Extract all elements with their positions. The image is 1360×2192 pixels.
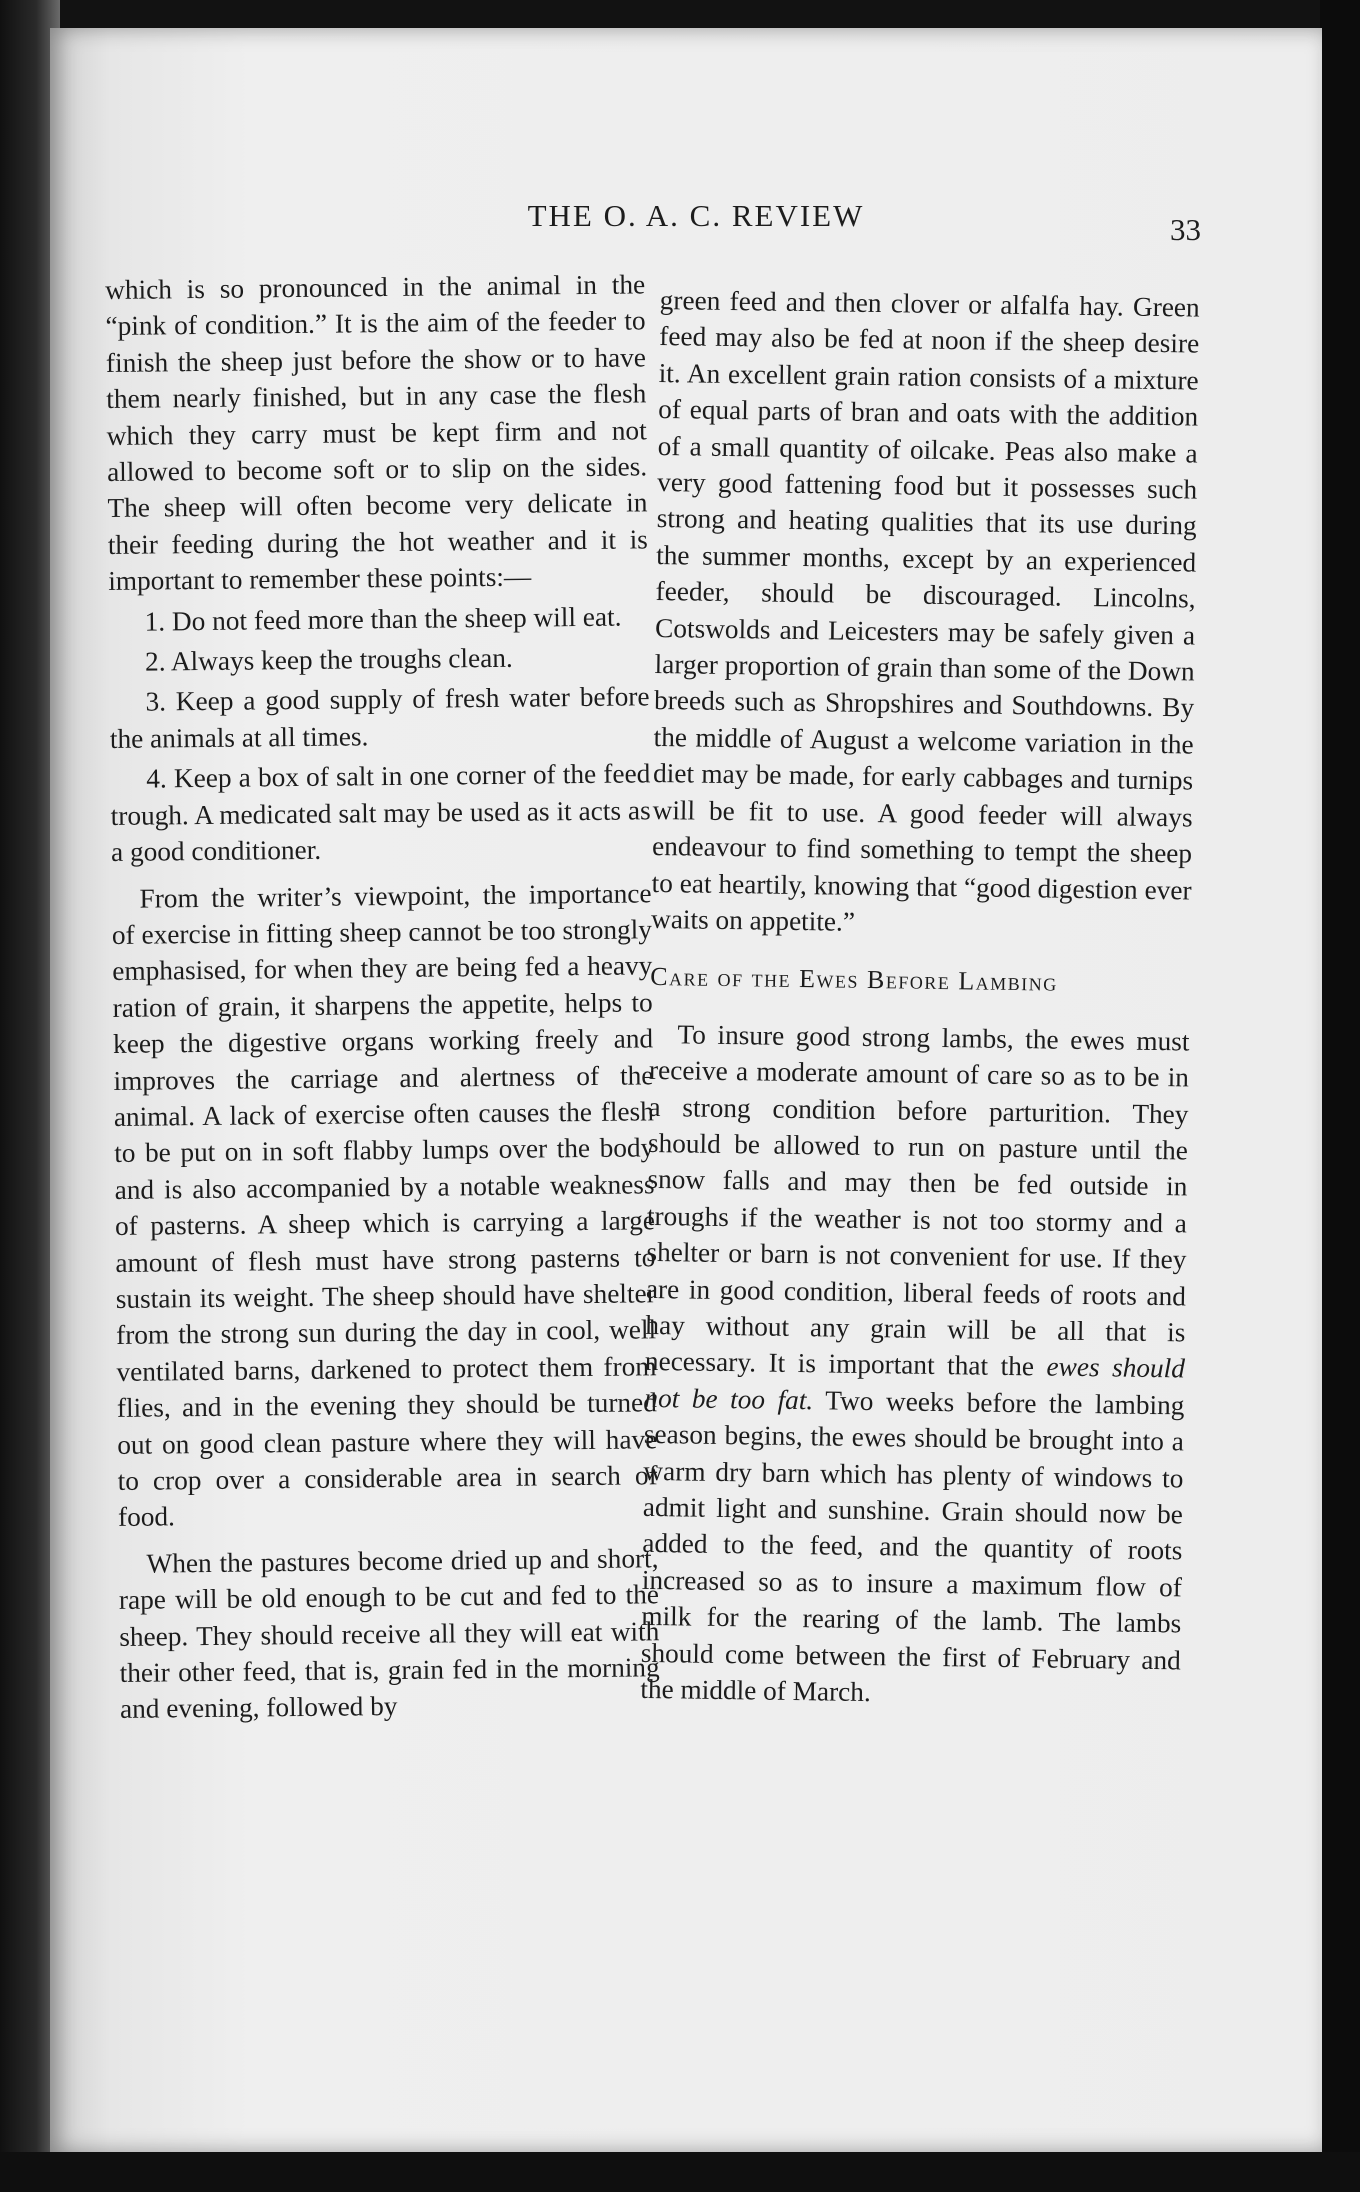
paragraph-text: Two weeks before the lambing season begins, the ewes should be brought into a warm dry barn which has plenty of windows to admit light and sunshine. Grain should now be added to the feed, and the quantity of roots increased so as to insure a maximum flow of milk for the rearing of the lamb. The lambs should come between the first of February and the middle of March. — [640, 1385, 1185, 1708]
list-item: 1. Do not feed more than the sheep will eat. — [144, 601, 622, 637]
list-item: 2. Always keep the troughs clean. — [144, 642, 513, 677]
list-item: 3. Keep a good supply of fresh water before the animals at all times. — [109, 681, 650, 754]
paragraph: green feed and then clover or alfalfa hay. Green feed may also be fed at noon if the sheep desire it. An excellent grain ration consists of a mixture of equal parts of bran and oats with the addition of a small quantity of oilcake. Peas also make a very good fattening food but it possesses such strong and heating qualities that its use during the summer months, except by an experienced feeder, should be discouraged. Lincolns, Cotswolds and Leicesters may be safely given a larger proportion of grain than some of the Down breeds such as Shropshires and Southdowns. By the middle of August a welcome variation in the diet may be made, for early cabbages and turnips will be fit to use. A good feeder will always endeavour to find something to tempt the sheep to eat heartily, knowing that “good digestion ever waits on appetite.” — [650, 284, 1200, 937]
page-number: 33 — [1170, 212, 1201, 247]
paragraph: When the pastures become dried up and short, rape will be old enough to be cut and fed to the sheep. They should receive all they will eat with their other feed, that is, grain fed in the morning and evening, followed by — [118, 1543, 660, 1725]
paragraph: which is so pronounced in the animal in the “pink of condition.” It is the aim of the feeder to finish the sheep just before the show or to have them nearly finished, but in any case the flesh which they carry must be kept firm and not allowed to become soft or to slip on the sides. The sheep will often become very delicate in their feeding during the hot weather and it is important to remember these points:— — [105, 269, 648, 597]
paragraph: From the writer’s viewpoint, the importance of exercise in fitting sheep cannot be too strongly emphasised, for when they are being fed a heavy ration of grain, it sharpens the appetite, helps to keep the digestive organs working freely and improves the carriage and alertness of the animal. A lack of exercise often causes the flesh to be put on in soft flabby lumps over the body and is also accompanied by a notable weakness of pasterns. A sheep which is carrying a large amount of flesh must have strong pasterns to sustain its weight. The sheep should have shelter from the strong sun during the day in cool, well ventilated barns, darkened to protect them from flies, and in the evening they should be turned out on good clean pasture where they will have to crop over a considerable area in search of food. — [111, 877, 658, 1533]
right-column — [640, 282, 1200, 1715]
scan-border-top — [0, 0, 1360, 30]
paragraph — [640, 1016, 1190, 1715]
scan-border-bottom — [0, 2152, 1360, 2192]
list-item: 4. Keep a box of salt in one corner of the feed trough. A medicated salt may be used as it acts as a good conditioner. — [110, 758, 651, 868]
scan-border-right — [1320, 0, 1360, 2192]
paragraph-text: To insure good strong lambs, the ewes must receive a moderate amount of care so as to be in a strong condition before parturition. They should be allowed to run on pasture until the snow falls and may then be fed outside in troughs if the weather is not too stormy and a shelter or barn is not convenient for use. If they are in good condition, liberal feeds of roots and hay without any grain will be all that is necessary. It is important that the — [644, 1019, 1190, 1382]
running-head: THE O. A. C. REVIEW — [527, 198, 865, 233]
section-heading: Care of the Ewes Before Lambing — [650, 962, 1058, 997]
left-column — [105, 266, 660, 1727]
emphasized-text: ewes should not be too fat. — [644, 1351, 1186, 1416]
